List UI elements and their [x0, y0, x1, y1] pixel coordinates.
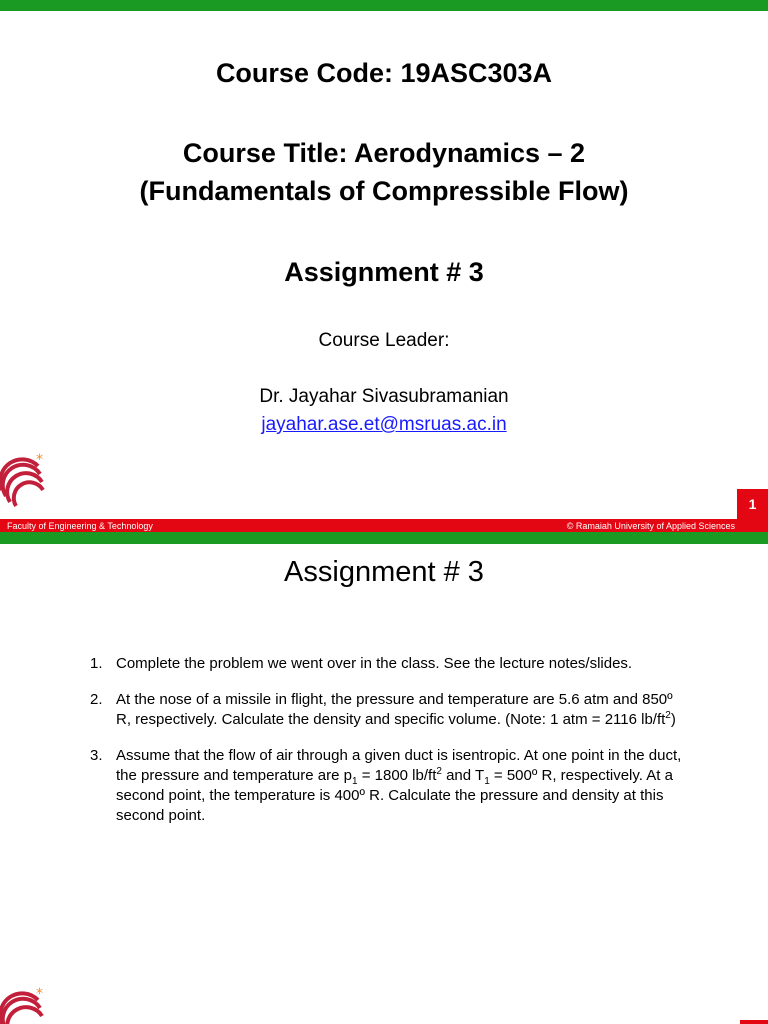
email-link[interactable]: jayahar.ase.et@msruas.ac.in — [261, 414, 507, 435]
footer-faculty: Faculty of Engineering & Technology — [7, 521, 153, 531]
email-container — [0, 414, 768, 436]
course-leader-label: Course Leader: — [318, 330, 450, 351]
question-text: Assume that the flow of air through a given duct is isentropic. At one point in the duct, the pressure and temperature are $p_1 = 1800$ $lb/ft^2$ and $T_1$ = 500º R, respectively. At a second point, the temperature is 400º R. Calculate the pressure and density at this second point. — [116, 747, 682, 824]
bottom-green-bar — [0, 532, 768, 544]
assignment-slide — [0, 544, 768, 1024]
footer-copyright: © Ramaiah University of Applied Sciences — [566, 521, 735, 531]
assignment-heading: Assignment # 3 — [284, 257, 484, 287]
list-item — [90, 654, 690, 674]
svg-text:*: * — [36, 452, 43, 468]
university-logo-icon — [0, 450, 50, 512]
question-text: Complete the problem we went over in the class. See the lecture notes/slides. — [116, 655, 633, 672]
list-item — [90, 690, 690, 730]
course-leader-name: Dr. Jayahar Sivasubramanian — [259, 386, 509, 407]
question-number: 2. — [90, 691, 103, 708]
page-number-badge: 1 — [737, 489, 768, 519]
page-number-badge-partial — [740, 1020, 768, 1024]
course-title-line1: Course Title: Aerodynamics – 2 — [182, 138, 586, 168]
list-item — [90, 746, 690, 826]
question-number: 1. — [90, 655, 103, 672]
university-logo-icon — [0, 984, 50, 1024]
course-title-line2: (Fundamentals of Compressible Flow) — [139, 176, 629, 206]
top-green-bar — [0, 0, 768, 11]
svg-text:*: * — [36, 986, 43, 1002]
course-code: Course Code: 19ASC303A — [215, 58, 553, 88]
question-number: 3. — [90, 747, 103, 764]
question-list — [90, 654, 690, 842]
slide2-title: Assignment # 3 — [284, 556, 484, 588]
question-text: At the nose of a missile in flight, the pressure and temperature are 5.6 atm and 850º R, respectively. Calculate the density and specific volume. (Note: 1 atm = 2116 $lb/ft^2$) — [116, 691, 676, 728]
